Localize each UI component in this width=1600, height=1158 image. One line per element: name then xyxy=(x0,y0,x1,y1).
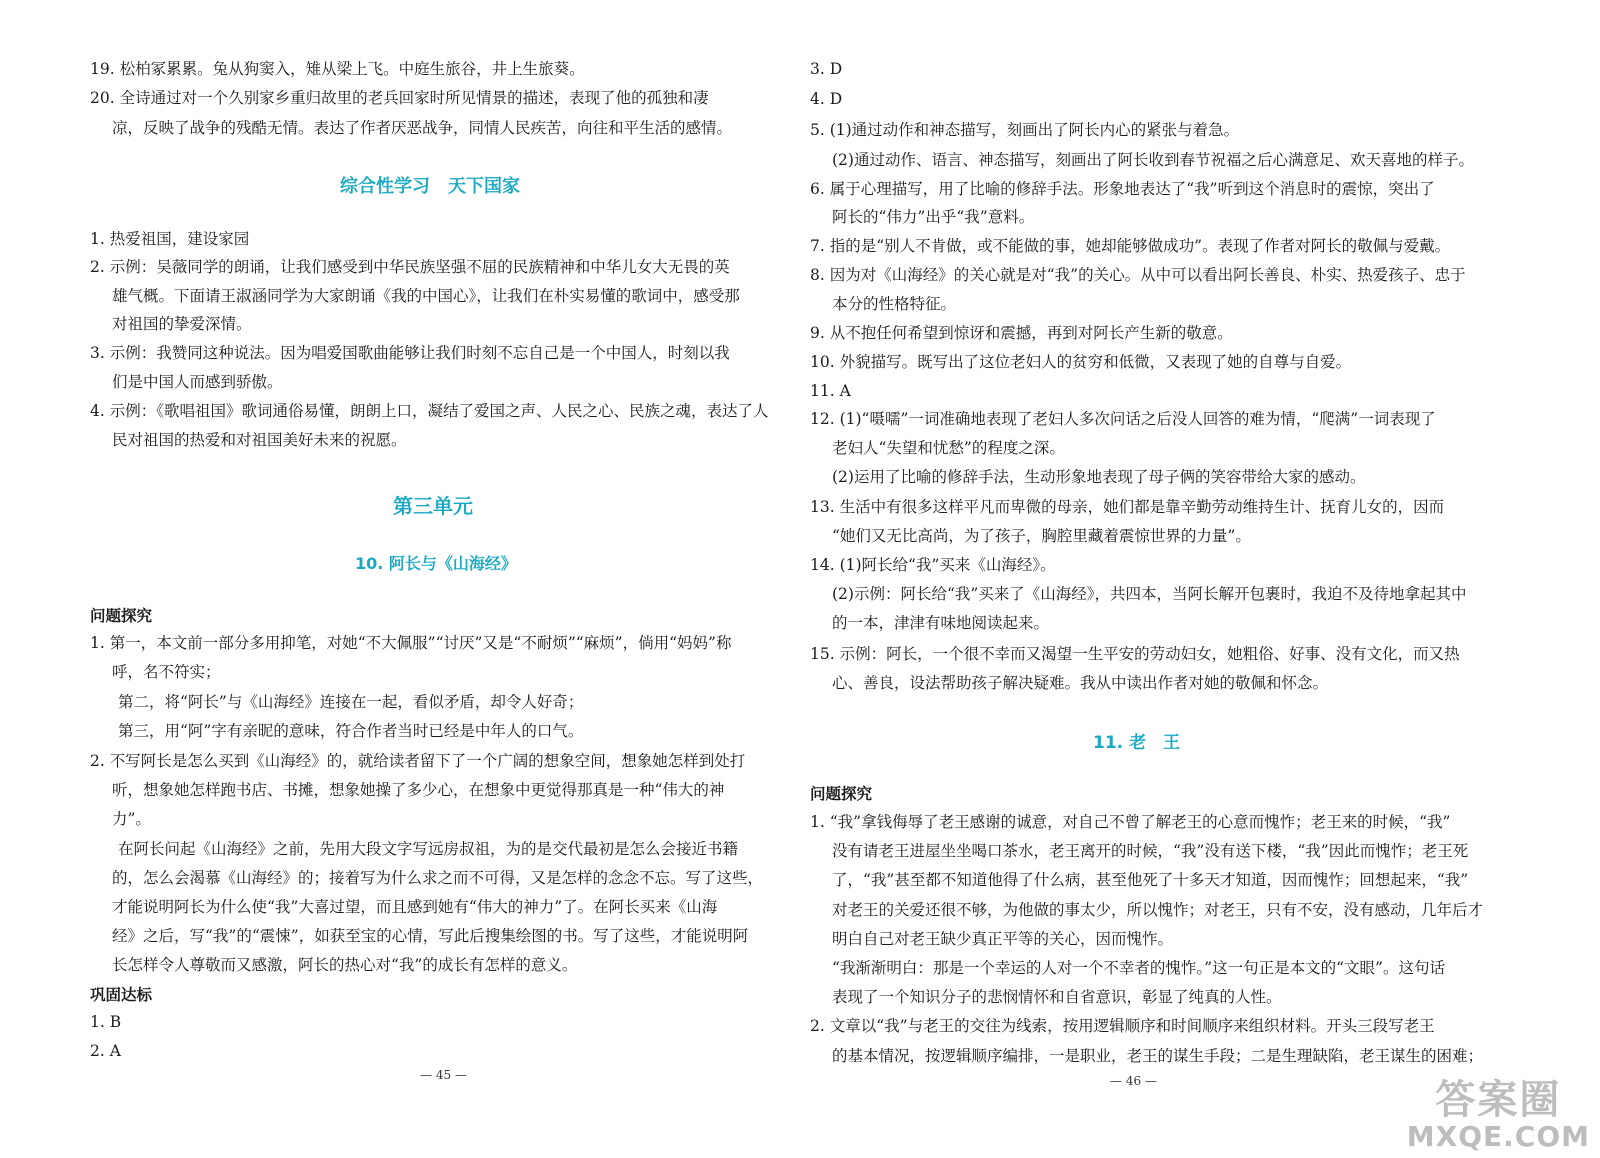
subsection-title: 问题探究 xyxy=(810,785,873,803)
subsection-title: 巩固达标 xyxy=(90,986,153,1004)
answer-line: 心、善良，设法帮助孩子解决疑难。我从中读出作者对她的敬佩和怀念。 xyxy=(832,674,1329,692)
answer-line: 对祖国的挚爱深情。 xyxy=(112,315,252,333)
answer-line: 10. 外貌描写。既写出了这位老妇人的贫穷和低微，又表现了她的自尊与自爱。 xyxy=(810,353,1352,371)
answer-line: 本分的性格特征。 xyxy=(832,295,957,313)
answer-line: 了，“我”甚至都不知道他得了什么病，甚至他死了十多天才知道，因而愧怍；回想起来，“我” xyxy=(832,871,1469,889)
answer-line: 明白自己对老王缺少真正平等的关心，因而愧怍。 xyxy=(832,930,1174,948)
answer-line: 1. “我”拿钱侮辱了老王感谢的诚意，对自己不曾了解老王的心意而愧怍；老王来的时候，“我” xyxy=(810,813,1451,831)
answer-line: 力”。 xyxy=(112,810,151,828)
page-number: — 45 — xyxy=(420,1068,467,1082)
answer-line: 7. 指的是“别人不肯做，或不能做的事，她却能够做成功”。表现了作者对阿长的敬佩与爱戴。 xyxy=(810,237,1451,255)
answer-line: 呼，名不符实； xyxy=(112,663,221,681)
answer-line: 民对祖国的热爱和对祖国美好未来的祝愿。 xyxy=(112,431,407,449)
answer-line: 1. B xyxy=(90,1013,122,1031)
answer-line: 听，想象她怎样跑书店、书摊，想象她操了多少心，在想象中更觉得那真是一种“伟大的神 xyxy=(112,781,725,799)
answer-line: 对老王的关爱还很不够，为他做的事太少，所以愧怍；对老王，只有不安，没有感动，几年后才 xyxy=(832,901,1484,919)
answer-line: 2. 不写阿长是怎么买到《山海经》的，就给读者留下了一个广阔的想象空间，想象她怎样到处打 xyxy=(90,752,746,770)
answer-line: 的一本，津津有味地阅读起来。 xyxy=(832,614,1050,632)
answer-line: 9. 从不抱任何希望到惊讶和震撼，再到对阿长产生新的敬意。 xyxy=(810,324,1233,342)
answer-line: “她们又无比高尚，为了孩子，胸腔里藏着震惊世界的力量”。 xyxy=(832,527,1251,545)
answer-line: 长怎样令人尊敬而又感激，阿长的热心对“我”的成长有怎样的意义。 xyxy=(112,956,578,974)
answer-line: 12. (1)“嗫嚅”一词准确地表现了老妇人多次问话之后没人回答的难为情，“爬满”一词表现了 xyxy=(810,410,1436,428)
watermark-logo xyxy=(1407,1078,1590,1152)
subsection-title: 问题探究 xyxy=(90,607,153,625)
answer-line: 4. D xyxy=(810,90,843,108)
answer-line: 表现了一个知识分子的悲悯情怀和自省意识，彰显了纯真的人性。 xyxy=(832,988,1282,1006)
watermark-url: MXQE.COM xyxy=(1406,1120,1590,1153)
answer-line: 4. 示例：《歌唱祖国》歌词通俗易懂，朗朗上口，凝结了爱国之声、人民之心、民族之魂，表达了人 xyxy=(90,402,769,420)
answer-line: 凉，反映了战争的残酷无情。表达了作者厌恶战争，同情人民疾苦，向往和平生活的感情。 xyxy=(112,119,733,137)
answer-line: 才能说明阿长为什么使“我”大喜过望，而且感到她有“伟大的神力”了。在阿长买来《山海 xyxy=(112,898,718,916)
answer-line: 们是中国人而感到骄傲。 xyxy=(112,373,283,391)
answer-line: 2. 示例：吴薇同学的朗诵，让我们感受到中华民族坚强不屈的民族精神和中华儿女大无畏的英 xyxy=(90,258,730,276)
answer-line: 15. 示例：阿长，一个很不幸而又渴望一生平安的劳动妇女，她粗俗、好事、没有文化，而又热 xyxy=(810,645,1460,663)
answer-line: 的，怎么会渴慕《山海经》的；接着写为什么求之而不可得，又是怎样的念念不忘。写了这些， xyxy=(112,869,764,887)
answer-line: (2)运用了比喻的修辞手法，生动形象地表现了母子俩的笑容带给大家的感动。 xyxy=(832,468,1366,486)
answer-line: 8. 因为对《山海经》的关心就是对“我”的关心。从中可以看出阿长善良、朴实、热爱孩子、忠于 xyxy=(810,266,1466,284)
answer-line: 老妇人“失望和忧愁”的程度之深。 xyxy=(832,439,1065,457)
lesson-heading: 11. 老 王 xyxy=(1093,733,1181,753)
answer-line: 3. D xyxy=(810,60,843,78)
answer-line: 2. 文章以“我”与老王的交往为线索，按用逻辑顺序和时间顺序来组织材料。开头三段写老王 xyxy=(810,1017,1435,1035)
answer-line: 第三，用“阿”字有亲昵的意味，符合作者当时已经是中年人的口气。 xyxy=(118,722,584,740)
section-heading: 综合性学习 天下国家 xyxy=(340,176,520,197)
unit-heading: 第三单元 xyxy=(393,494,473,518)
answer-line: 没有请老王进屋坐坐喝口茶水，老王离开的时候，“我”没有送下楼，“我”因此而愧怍；老王死 xyxy=(832,842,1469,860)
answer-line: (2)示例：阿长给“我”买来了《山海经》，共四本，当阿长解开包裹时，我迫不及待地拿起其中 xyxy=(832,585,1467,603)
answer-line: 19. 松柏冢累累。兔从狗窦入，雉从梁上飞。中庭生旅谷，井上生旅葵。 xyxy=(90,60,585,78)
answer-line: 经》之后，写“我”的“震悚”，如获至宝的心情，写此后搜集绘图的书。写了这些，才能说明阿 xyxy=(112,927,749,945)
lesson-heading: 10. 阿长与《山海经》 xyxy=(355,554,517,573)
page-number: — 46 — xyxy=(1110,1074,1157,1088)
answer-line: 3. 示例：我赞同这种说法。因为唱爱国歌曲能够让我们时刻不忘自己是一个中国人，时刻以我 xyxy=(90,344,730,362)
answer-line: 14. (1)阿长给“我”买来《山海经》。 xyxy=(810,556,1056,574)
answer-line: 1. 第一，本文前一部分多用抑笔，对她“不大佩服”“讨厌”又是“不耐烦”“麻烦”，倘用“妈妈”称 xyxy=(90,634,732,652)
answer-line: 阿长的“伟力”出乎“我”意料。 xyxy=(832,208,1035,226)
answer-line: 6. 属于心理描写，用了比喻的修辞手法。形象地表达了“我”听到这个消息时的震惊，突出了 xyxy=(810,180,1435,198)
answer-line: 雄气概。下面请王淑涵同学为大家朗诵《我的中国心》，让我们在朴实易懂的歌词中，感受那 xyxy=(112,287,740,305)
answer-line: 2. A xyxy=(90,1042,121,1060)
answer-line: 1. 热爱祖国，建设家园 xyxy=(90,230,250,248)
answer-line: 在阿长问起《山海经》之前，先用大段文字写远房叔祖，为的是交代最初是怎么会接近书籍 xyxy=(118,840,739,858)
answer-line: “我渐渐明白：那是一个幸运的人对一个不幸者的愧怍。”这一句正是本文的“文眼”。这句话 xyxy=(832,959,1445,977)
answer-line: 第二，将“阿长”与《山海经》连接在一起，看似矛盾，却令人好奇； xyxy=(118,693,584,711)
answer-line: 13. 生活中有很多这样平凡而卑微的母亲，她们都是靠辛勤劳动维持生计、抚育儿女的，因而 xyxy=(810,498,1445,516)
answer-line: 11. A xyxy=(810,382,851,400)
answer-line: 的基本情况，按逻辑顺序编排，一是职业，老王的谋生手段；二是生理缺陷，老王谋生的困难； xyxy=(832,1047,1484,1065)
watermark-title: 答案圈 xyxy=(1435,1077,1562,1123)
answer-line: 5. (1)通过动作和神态描写，刻画出了阿长内心的紧张与着急。 xyxy=(810,121,1240,139)
answer-line: 20. 全诗通过对一个久别家乡重归故里的老兵回家时所见情景的描述，表现了他的孤独和凄 xyxy=(90,89,709,107)
answer-line: (2)通过动作、语言、神态描写，刻画出了阿长收到春节祝福之后心满意足、欢天喜地的样子。 xyxy=(832,151,1474,169)
